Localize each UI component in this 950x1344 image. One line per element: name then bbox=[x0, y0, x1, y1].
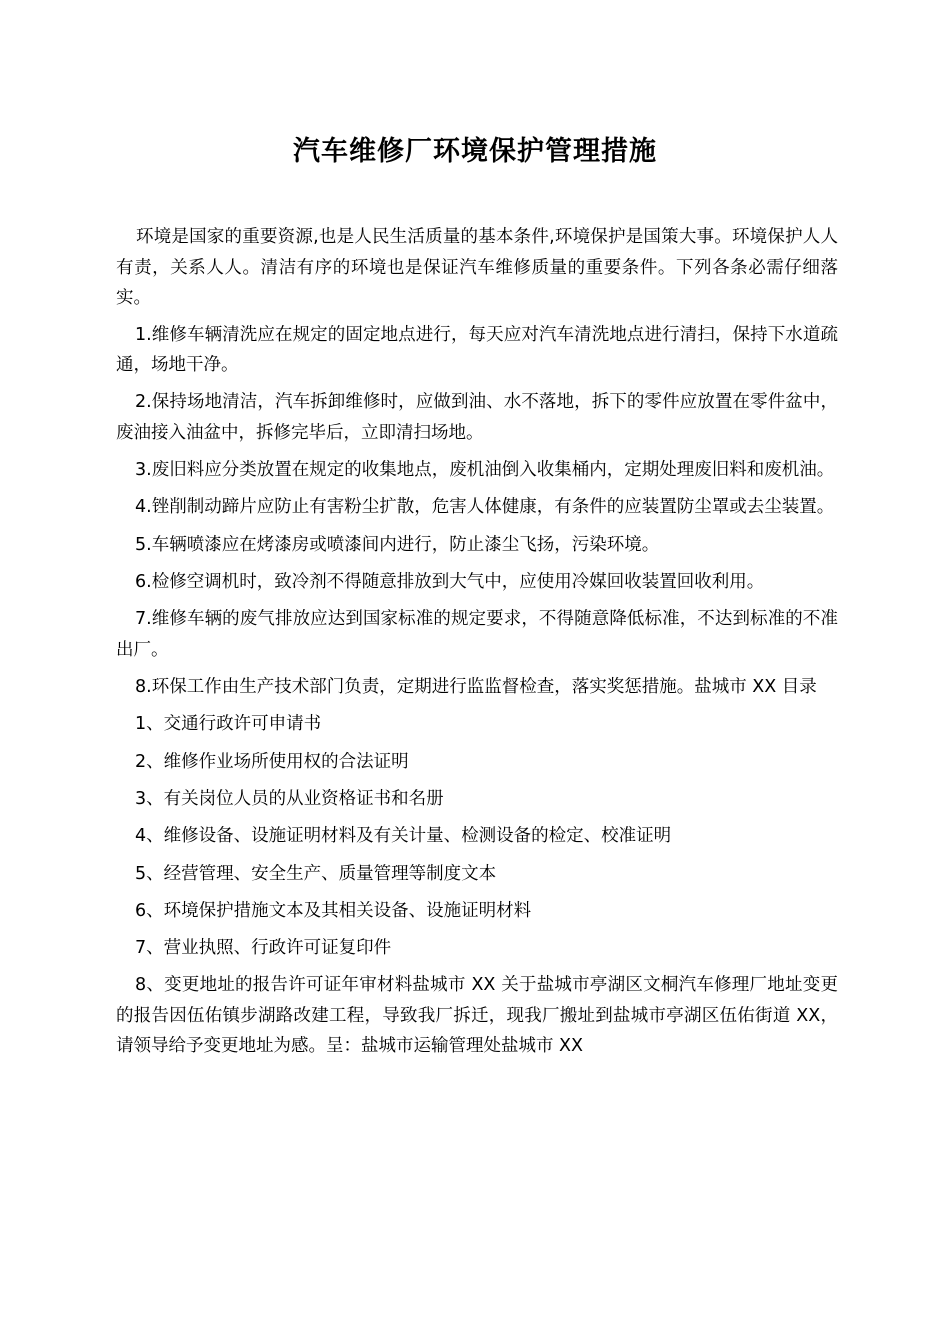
contents-item: 2、维修作业场所使用权的合法证明 bbox=[135, 751, 409, 772]
measure-item: 5.车辆喷漆应在烤漆房或喷漆间内进行，防止漆尘飞扬，污染环境。 bbox=[135, 534, 660, 555]
contents-item: 4、维修设备、设施证明材料及有关计量、检测设备的检定、校准证明 bbox=[135, 826, 672, 847]
contents-item: 7、营业执照、行政许可证复印件 bbox=[135, 938, 392, 959]
document-title: 汽车维修厂环境保护管理措施 bbox=[293, 136, 657, 167]
document-body bbox=[116, 222, 838, 1069]
contents-item: 6、环境保护措施文本及其相关设备、设施证明材料 bbox=[135, 900, 532, 921]
measure-item: 3.废旧料应分类放置在规定的收集地点，废机油倒入收集桶内，定期处理废旧料和废机油。 bbox=[135, 460, 835, 481]
intro-paragraph: 环境是国家的重要资源,也是人民生活质量的基本条件,环境保护是国策大事。环境保护人人有责，关系人人。清洁有序的环境也是保证汽车维修质量的重要条件。下列各条必需仔细落实。 bbox=[116, 227, 838, 308]
measure-item: 6.检修空调机时，致冷剂不得随意排放到大气中，应使用冷媒回收装置回收利用。 bbox=[135, 571, 765, 592]
contents-item: 1、交通行政许可申请书 bbox=[135, 714, 322, 735]
measure-item: 7.维修车辆的废气排放应达到国家标准的规定要求，不得随意降低标准，不达到标准的不准出厂。 bbox=[116, 609, 838, 660]
measure-item: 2.保持场地清洁，汽车拆卸维修时，应做到油、水不落地，拆下的零件应放置在零件盆中，废油接入油盆中，拆修完毕后，立即清扫场地。 bbox=[116, 392, 838, 443]
measure-item: 1.维修车辆清洗应在规定的固定地点进行，每天应对汽车清洗地点进行清扫，保持下水道疏通，场地干净。 bbox=[116, 324, 838, 375]
contents-item: 3、有关岗位人员的从业资格证书和名册 bbox=[135, 788, 444, 809]
measure-item: 8.环保工作由生产技术部门负责，定期进行监监督检查，落实奖惩措施。盐城市 XX 目录 bbox=[135, 677, 817, 698]
measure-item: 4.锉削制动蹄片应防止有害粉尘扩散，危害人体健康，有条件的应装置防尘罩或去尘装置。 bbox=[135, 497, 835, 518]
contents-item: 8、变更地址的报告许可证年审材料盐城市 XX 关于盐城市亭湖区文桐汽车修理厂地址变更的报告因伍佑镇步湖路改建工程，导致我厂拆迁，现我厂搬址到盐城市亭湖区伍佑街道 XX，请领导给予变更地址为感。呈：盐城市运输管理处盐城市 XX bbox=[116, 975, 838, 1057]
contents-item: 5、经营管理、安全生产、质量管理等制度文本 bbox=[135, 863, 497, 884]
